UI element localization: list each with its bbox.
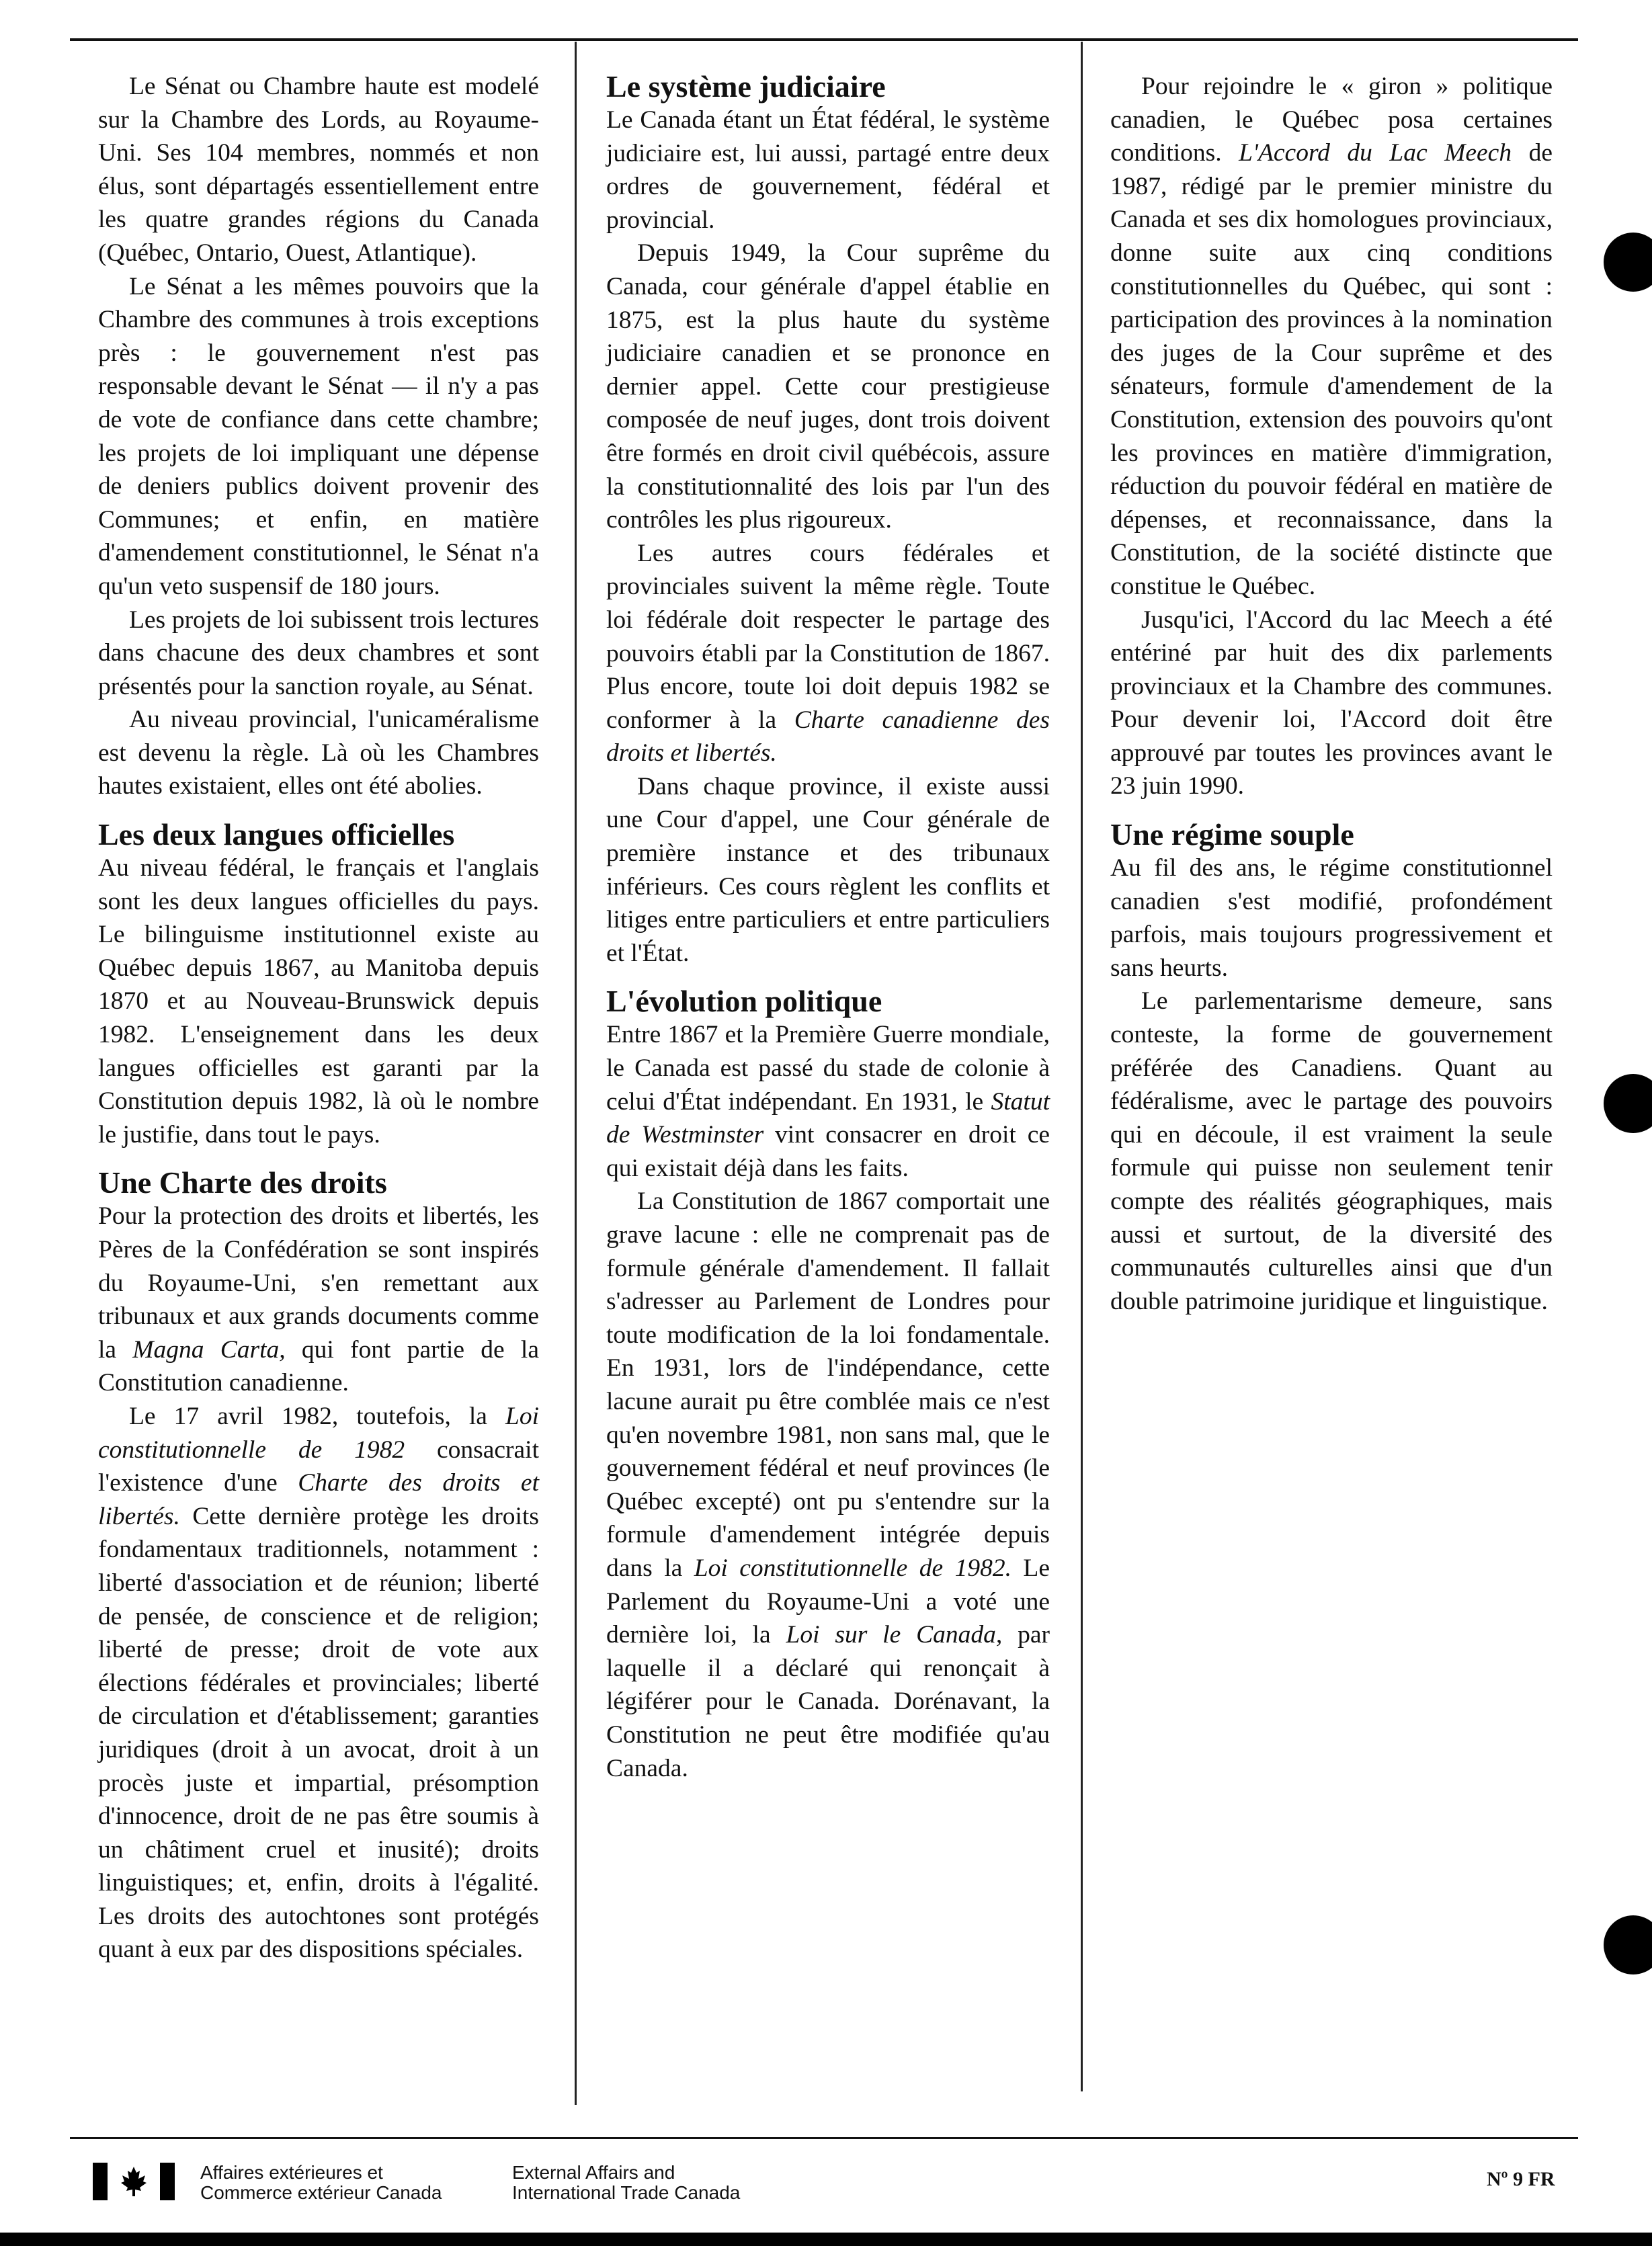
section-heading: Les deux langues officielles — [98, 817, 455, 852]
paragraph: Dans chaque province, il existe aussi une Cour d'appel, une Cour générale de première instance et des tribunaux inférieurs. Ces cours règlent les conflits et litiges entre particuliers et entre particuliers et l'État. — [606, 772, 1050, 967]
bottom-rule — [70, 2137, 1578, 2139]
department-name-en — [512, 2163, 740, 2203]
italic-title: Loi constitutionnelle de 1982. — [694, 1554, 1011, 1582]
department-name-fr — [200, 2163, 442, 2203]
italic-title: Charte des droits et libertés. — [98, 1469, 539, 1530]
text: vint consacrer en droit ce qui existait déjà dans les faits. — [606, 1121, 1050, 1182]
italic-title: Magna Carta, — [132, 1335, 286, 1364]
paragraph: Le Canada étant un État fédéral, le système judiciaire est, lui aussi, partagé entre deux ordres de gouvernement, fédéral et provincial. — [606, 106, 1050, 234]
italic-title: Statut de Westminster — [606, 1087, 1050, 1149]
column-divider — [1081, 42, 1083, 2091]
paragraph: Au fil des ans, le régime constitutionnel canadien s'est modifié, profondément parfois, mais toujours progressivement et sans heurts. — [1110, 854, 1553, 982]
column-divider — [575, 42, 577, 2105]
paragraph — [1110, 70, 1553, 604]
department-line: Affaires extérieures et — [200, 2162, 383, 2183]
text: de 1987, rédigé par le premier ministre du Canada et ses dix homologues provinciaux, donne suite aux cinq conditions constitutionnelles du Québec, qui sont : participation des provinces à la nomination des juges de la Cour suprême et des sénateurs, formule d'amendement de la Constitution, extension des pouvoirs qu'ont les provinces en matière d'immigration, réduction du pouvoir fédéral en matière de dépenses, et reconnaissance, dans la Constitution, de la société distincte que constitue le Québec. — [1110, 139, 1553, 600]
italic-title: Charte canadienne des droits et libertés. — [606, 706, 1050, 767]
paragraph: Depuis 1949, la Cour suprême du Canada, cour générale d'appel établie en 1875, est la plus haute du système judiciaire canadien et se prononce en dernier appel. Cette cour prestigieuse composée de neuf juges, dont trois doivent être formés en droit civil québécois, assure la constitutionnalité des lois par l'un des contrôles les plus rigoureux. — [606, 239, 1050, 534]
column-2 — [606, 70, 1050, 1785]
text: Pour rejoindre le « giron » politique canadien, le Québec posa certaines conditions. — [1110, 73, 1553, 167]
paragraph: Le parlementarisme demeure, sans conteste, la forme de gouvernement préférée des Canadiens. Quant au fédéralisme, avec le partage des pouvoirs qui en découle, il est vraiment la seule formule qui puisse non seulement tenir compte des réalités géographiques, mais aussi et surtout, de la diversité des communautés culturelles ainsi que d'un double patrimoine juridique et linguistique. — [1110, 987, 1553, 1315]
page-number: Nº 9 FR — [1487, 2168, 1555, 2190]
italic-title: Loi sur le Canada, — [786, 1621, 1003, 1649]
paragraph — [98, 1200, 539, 1400]
bottom-band — [0, 2233, 1652, 2246]
maple-leaf-icon — [121, 2167, 147, 2196]
paragraph — [606, 537, 1050, 770]
section-heading: Une régime souple — [1110, 817, 1354, 852]
top-rule — [70, 38, 1578, 41]
punch-hole-icon — [1604, 233, 1652, 292]
punch-hole-icon — [1604, 1915, 1652, 1974]
text: Les autres cours fédérales et provinciales suivent la même règle. Toute loi fédérale doit respecter le partage des pouvoirs établi par la Constitution de 1867. Plus encore, toute loi doit depuis 1982 se conformer à la — [606, 539, 1050, 734]
section-heading: L'évolution politique — [606, 984, 882, 1019]
paragraph: Le Sénat ou Chambre haute est modelé sur la Chambre des Lords, au Royaume-Uni. Ses 104 membres, nommés et non élus, sont départagés essentiellement entre les quatre grandes régions du Canada (Québec, Ontario, Ouest, Atlantique). — [98, 73, 539, 267]
text: Pour la protection des droits et libertés, les Pères de la Confédération se sont inspirés du Royaume-Uni, s'en remettant aux tribunaux et aux grands documents comme la — [98, 1202, 539, 1364]
section-heading: Le système judiciaire — [606, 69, 886, 103]
department-line: International Trade Canada — [512, 2182, 741, 2203]
canada-flag-icon — [93, 2163, 175, 2200]
paragraph — [606, 1018, 1050, 1185]
text: qui font partie de la Constitution canadienne. — [98, 1335, 539, 1397]
paragraph: Au niveau provincial, l'unicaméralisme est devenu la règle. Là où les Chambres hautes existaient, elles ont été abolies. — [98, 706, 539, 800]
text: par laquelle il a déclaré qui renonçait à légiférer pour le Canada. Dorénavant, la Constitution ne peut être modifiée qu'au Canada. — [606, 1621, 1050, 1782]
paragraph: Le Sénat a les mêmes pouvoirs que la Chambre des communes à trois exceptions près : le gouvernement n'est pas responsable devant le Sénat — il n'y a pas de vote de confiance dans cette chambre; les projets de loi impliquant une dépense de deniers publics doivent provenir des Communes; et enfin, en matière d'amendement constitutionnel, le Sénat n'a qu'un veto suspensif de 180 jours. — [98, 272, 539, 600]
paragraph — [98, 1400, 539, 1966]
paragraph — [606, 1185, 1050, 1785]
paragraph: Au niveau fédéral, le français et l'anglais sont les deux langues officielles du pays. Le bilinguisme institutionnel existe au Québec depuis 1867, au Manitoba depuis 1870 et au Nouveau-Brunswick depuis 1982. L'enseignement dans les deux langues officielles est garanti par la Constitution depuis 1982, là où le nombre le justifie, dans tout le pays. — [98, 854, 539, 1149]
column-3 — [1110, 70, 1553, 1318]
department-line: Commerce extérieur Canada — [200, 2182, 442, 2203]
paragraph: Les projets de loi subissent trois lectures dans chacune des deux chambres et sont présentés pour la sanction royale, au Sénat. — [98, 606, 539, 700]
text: Le 17 avril 1982, toutefois, la — [129, 1402, 505, 1430]
paragraph: Jusqu'ici, l'Accord du lac Meech a été entériné par huit des dix parlements provinciaux et la Chambre des communes. Pour devenir loi, l'Accord doit être approuvé par toutes les provinces avant le 23 juin 1990. — [1110, 606, 1553, 800]
italic-title: L'Accord du Lac Meech — [1239, 139, 1512, 167]
section-heading: Une Charte des droits — [98, 1165, 387, 1200]
text: Cette dernière protège les droits fondamentaux traditionnels, notamment : liberté d'association et de réunion; liberté de pensée, de conscience et de religion; liberté de presse; droit de vote aux élections fédérales et provinciales; liberté de circulation et d'établissement; garanties juridiques (droit à un avocat, droit à un procès juste et impartial, présomption d'innocence, droit de ne pas être soumis à un châtiment cruel et inusité); droits linguistiques; et, enfin, droits à l'égalité. Les droits des autochtones sont protégés quant à eux par des dispositions spéciales. — [98, 1502, 539, 1964]
column-1 — [98, 70, 539, 1966]
text: Entre 1867 et la Première Guerre mondiale, le Canada est passé du stade de colonie à celui d'État indépendant. En 1931, le — [606, 1021, 1050, 1116]
text: Le Parlement du Royaume-Uni a voté une dernière loi, la — [606, 1554, 1050, 1649]
text: consacrait l'existence d'une — [98, 1436, 540, 1497]
department-line: External Affairs and — [512, 2162, 675, 2183]
punch-hole-icon — [1604, 1074, 1652, 1133]
italic-title: Loi constitutionnelle de 1982 — [98, 1402, 539, 1464]
text: La Constitution de 1867 comportait une grave lacune : elle ne comprenait pas de formule générale d'amendement. Il fallait s'adresser au Parlement de Londres pour toute modification de la loi fondamentale. En 1931, lors de l'indépendance, cette lacune aurait pu être comblée mais ce n'est qu'en novembre 1981, non sans mal, que le gouvernement fédéral et neuf provinces (le Québec excepté) ont pu s'entendre sur la formule d'amendement intégrée depuis dans la — [606, 1188, 1050, 1582]
